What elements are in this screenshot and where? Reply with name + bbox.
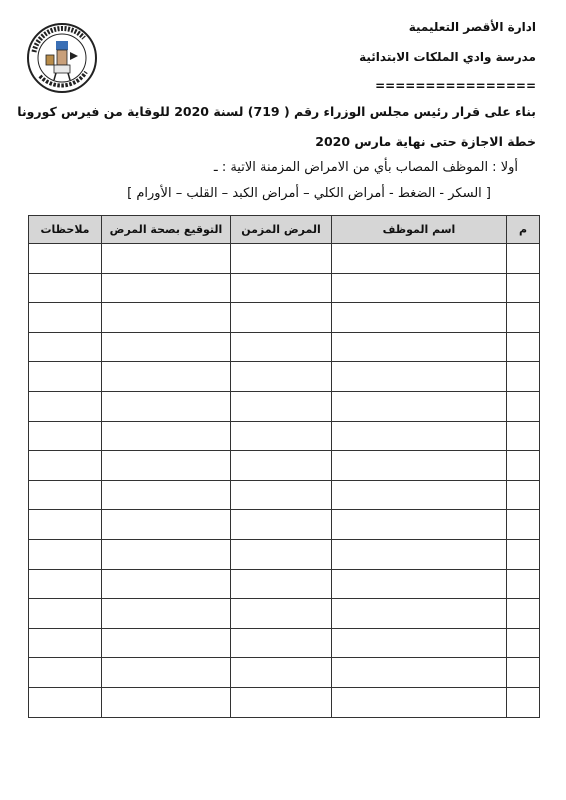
separator-line: ================ [375,79,536,93]
table-row [29,480,540,510]
first-point-line: أولا : الموظف المصاب بأي من الامراض المزمنة الاتية : ـ [213,160,518,175]
table-cell [231,273,332,303]
table-cell [102,687,231,717]
column-header-chronic-disease: المرض المزمن [231,216,332,244]
table-cell [102,599,231,629]
table-cell [507,244,540,274]
table-cell [29,658,102,688]
table-cell [332,303,507,333]
table-cell [231,599,332,629]
table-cell [332,658,507,688]
table-cell [29,687,102,717]
table-cell [102,510,231,540]
table-cell [231,539,332,569]
table-cell [102,628,231,658]
column-header-number: م [507,216,540,244]
table-row [29,273,540,303]
table-cell [231,658,332,688]
table-cell [231,391,332,421]
table-cell [29,332,102,362]
table-cell [102,244,231,274]
table-cell [29,303,102,333]
table-cell [29,244,102,274]
table-row [29,451,540,481]
table-cell [507,391,540,421]
table-row [29,687,540,717]
directorate-title: ادارة الأقصر التعليمية [408,20,536,34]
table-cell [507,569,540,599]
table-cell [332,421,507,451]
table-cell [29,539,102,569]
table-cell [332,539,507,569]
table-cell [507,362,540,392]
table-cell [332,362,507,392]
table-cell [507,480,540,510]
table-cell [507,303,540,333]
column-header-signature: التوقيع بصحة المرض [102,216,231,244]
table-cell [29,510,102,540]
table-header-row [29,216,540,244]
table-cell [231,362,332,392]
table-row [29,628,540,658]
table-cell [507,421,540,451]
table-body [29,244,540,718]
table-cell [332,510,507,540]
table-cell [102,303,231,333]
decision-line: بناء على قرار رئيس مجلس الوزراء رقم ( 719) لسنة 2020 للوقاية من فيرس كورونا [17,104,536,119]
plan-line: خطة الاجازة حتى نهاية مارس 2020 [315,134,536,149]
employees-table [28,215,540,718]
table-cell [29,569,102,599]
table-cell [29,480,102,510]
table-cell [507,539,540,569]
table-row [29,539,540,569]
table-row [29,599,540,629]
table-cell [507,273,540,303]
school-logo [26,22,98,94]
table-cell [29,362,102,392]
table-row [29,362,540,392]
table-cell [332,244,507,274]
table-cell [102,332,231,362]
table-cell [231,569,332,599]
table-cell [231,332,332,362]
diseases-list-line: [ السكر - الضغط - أمراض الكلي – أمراض الكبد – القلب – الأورام ] [127,186,491,201]
table-cell [231,687,332,717]
school-name: مدرسة وادي الملكات الابتدائية [359,50,536,64]
table-cell [507,332,540,362]
table-cell [102,451,231,481]
table-row [29,332,540,362]
table-cell [102,421,231,451]
table-cell [29,599,102,629]
table-row [29,510,540,540]
column-header-employee-name: اسم الموظف [332,216,507,244]
table-cell [29,628,102,658]
table-cell [29,391,102,421]
table-cell [507,510,540,540]
table-cell [231,303,332,333]
table-cell [29,451,102,481]
column-header-notes: ملاحظات [29,216,102,244]
table-cell [332,273,507,303]
table-cell [507,628,540,658]
table-cell [507,687,540,717]
table-row [29,421,540,451]
table-cell [29,273,102,303]
table-cell [332,569,507,599]
table-row [29,658,540,688]
table-cell [507,451,540,481]
table-cell [332,687,507,717]
table-cell [102,539,231,569]
table-cell [332,451,507,481]
table-cell [231,510,332,540]
table-cell [332,628,507,658]
table-cell [332,599,507,629]
table-cell [332,480,507,510]
table-cell [231,421,332,451]
table-cell [332,332,507,362]
table-cell [29,421,102,451]
table-cell [102,273,231,303]
table-cell [102,391,231,421]
table-row [29,391,540,421]
table-cell [102,480,231,510]
table-row [29,569,540,599]
table-cell [231,451,332,481]
table-cell [102,569,231,599]
table-cell [231,628,332,658]
table-cell [507,599,540,629]
table-row [29,303,540,333]
table-row [29,244,540,274]
table-cell [332,391,507,421]
table-cell [507,658,540,688]
table-cell [102,362,231,392]
table-cell [231,480,332,510]
table-cell [102,658,231,688]
table-cell [231,244,332,274]
